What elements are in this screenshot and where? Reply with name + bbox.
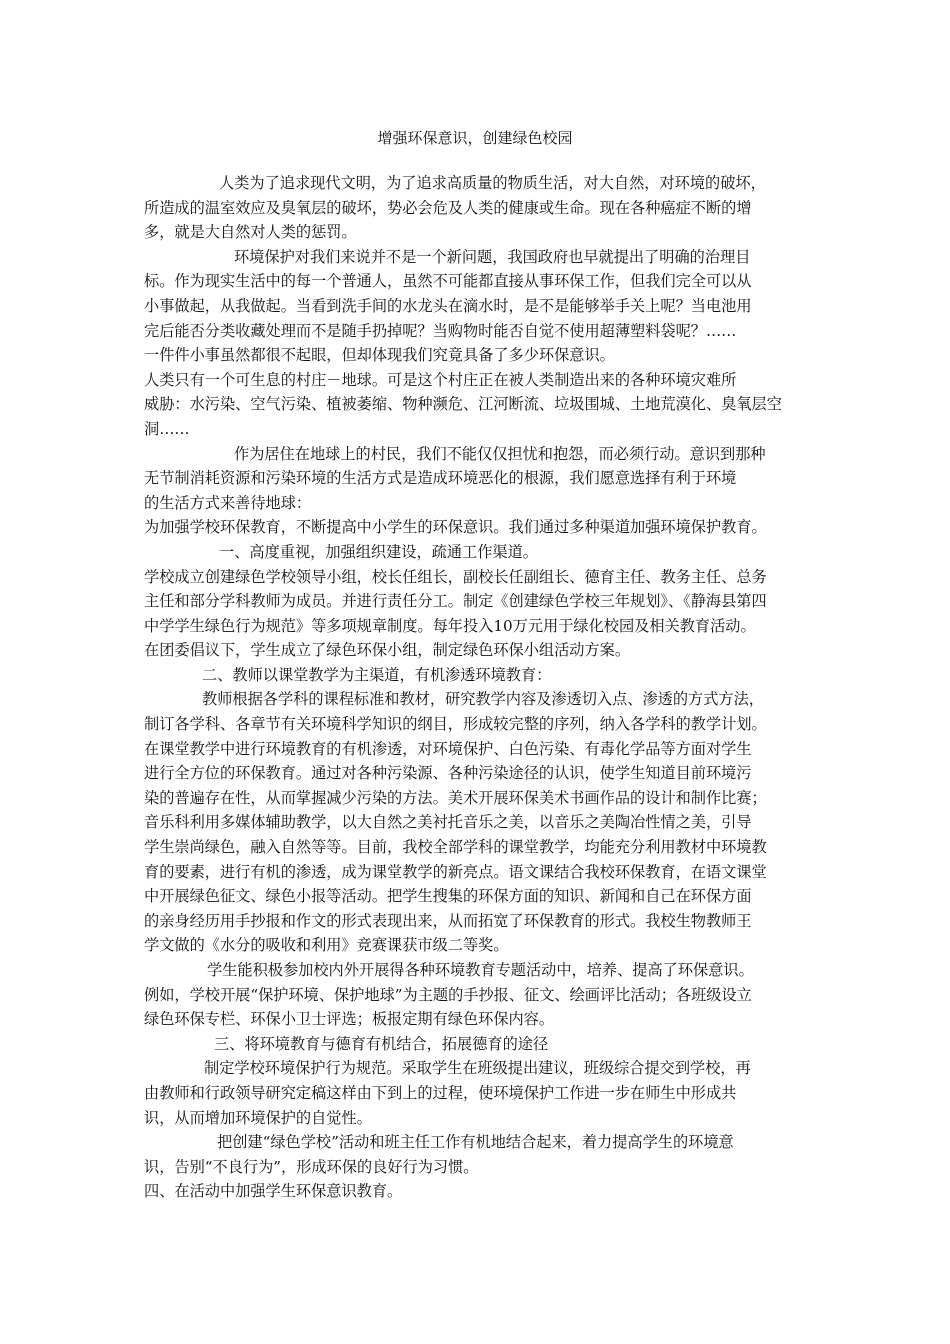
section-heading: 四、在活动中加强学生环保意识教育。 <box>144 1182 403 1201</box>
paragraph-line: 制定学校环境保护行为规范。采取学生在班级提出建议，班级综合提交到学校，再 <box>204 1059 751 1078</box>
paragraph-line: 识，告别“不良行为”，形成环保的良好行为习惯。 <box>144 1157 479 1176</box>
paragraph-line: 的亲身经历用手抄报和作文的形式表现出来，从而拓宽了环保教育的形式。我校生物教师王 <box>144 911 752 930</box>
paragraph-line: 例如，学校开展“保护环境、保护地球”为主题的手抄报、征文、绘画评比活动；各班级设立 <box>144 985 752 1004</box>
paragraph-line: 威胁：水污染、空气污染、植被萎缩、物种濒危、江河断流、垃圾围城、土地荒漠化、臭氧层空 <box>144 395 782 414</box>
paragraph-line: 多，就是大自然对人类的惩罚。 <box>144 223 357 242</box>
paragraph-line: 识，从而增加环境保护的自觉性。 <box>144 1108 372 1127</box>
paragraph-line: 学文做的《水分的吸收和利用》竞赛课获市级二等奖。 <box>144 936 509 955</box>
section-heading: 一、高度重视，加强组织建设，疏通工作渠道。 <box>219 542 538 561</box>
paragraph-line: 育的要素，进行有机的渗透，成为课堂教学的新亮点。语文课结合我校环保教育，在语文课堂 <box>144 862 767 881</box>
paragraph-line: 作为居住在地球上的村民，我们不能仅仅担忧和抱怨，而必须行动。意识到那种 <box>234 444 766 463</box>
paragraph-line: 人类为了追求现代文明，为了追求高质量的物质生活，对大自然，对环境的破坏， <box>219 174 766 192</box>
paragraph-line: 完后能否分类收藏处理而不是随手扔掉呢？当购物时能否自觉不使用超薄塑料袋呢？…… <box>144 321 737 340</box>
paragraph-line: 染的普遍存在性，从而掌握减少污染的方法。美术开展环保美术书画作品的设计和制作比赛； <box>144 788 767 807</box>
document-body <box>144 171 820 1204</box>
paragraph-line: 音乐科利用多媒体辅助教学，以大自然之美衬托音乐之美，以音乐之美陶冶性情之美，引导 <box>144 813 752 832</box>
paragraph-line: 小事做起，从我做起。当看到洗手间的水龙头在滴水时，是不是能够举手关上呢？当电池用 <box>144 296 752 315</box>
paragraph-line: 制订各学科、各章节有关环境科学知识的纲目，形成较完整的序列，纳入各学科的教学计划。 <box>144 715 767 734</box>
paragraph-line: 洞…… <box>144 419 190 438</box>
paragraph-line: 学校成立创建绿色学校领导小组，校长任组长，副校长任副组长、德育主任、教务主任、总务 <box>144 567 767 586</box>
paragraph-line: 标。作为现实生活中的每一个普通人，虽然不可能都直接从事环保工作，但我们完全可以从 <box>144 272 752 291</box>
paragraph-line: 在团委倡议下，学生成立了绿色环保小组，制定绿色环保小组活动方案。 <box>144 641 630 660</box>
document-title: 增强环保意识，创建绿色校园 <box>377 129 573 147</box>
section-heading: 二、教师以课堂教学为主渠道，有机渗透环境教育： <box>202 665 552 684</box>
paragraph-line: 所造成的温室效应及臭氧层的破坏，势必会危及人类的健康或生命。现在各种癌症不断的增 <box>144 198 752 217</box>
paragraph-line: 教师根据各学科的课程标准和教材，研究教学内容及渗透切入点、渗透的方式方法， <box>202 690 764 709</box>
paragraph-line: 中学学生绿色行为规范》等多项规章制度。每年投入10万元用于绿化校园及相关教育活动。 <box>144 616 756 635</box>
paragraph-line: 环境保护对我们来说并不是一个新问题，我国政府也早就提出了明确的治理目 <box>234 247 751 266</box>
paragraph-line: 人类只有一个可生息的村庄－地球。可是这个村庄正在被人类制造出来的各种环境灾难所 <box>144 370 737 389</box>
paragraph-line: 为加强学校环保教育，不断提高中小学生的环保意识。我们通过多种渠道加强环境保护教育。 <box>144 518 767 537</box>
paragraph-line: 由教师和行政领导研究定稿这样由下到上的过程，使环境保护工作进一步在师生中形成共 <box>144 1083 737 1102</box>
paragraph-line: 把创建“绿色学校”活动和班主任工作有机地结合起来，着力提高学生的环境意 <box>217 1133 734 1152</box>
paragraph-line: 进行全方位的环保教育。通过对各种污染源、各种污染途径的认识，使学生知道目前环境污 <box>144 764 752 783</box>
section-heading: 三、将环境教育与德育有机结合，拓展德育的途径 <box>214 1034 549 1053</box>
paragraph-line: 学生崇尚绿色，融入自然等等。目前，我校全部学科的课堂教学，均能充分利用教材中环境教 <box>144 838 767 857</box>
paragraph-line: 主任和部分学科教师为成员。并进行责任分工。制定《创建绿色学校三年规划》、《静海县第四 <box>144 592 767 611</box>
paragraph-line: 学生能积极参加校内外开展得各种环境教育专题活动中，培养、提高了环保意识。 <box>207 961 754 979</box>
paragraph-line: 中开展绿色征文、绿色小报等活动。把学生搜集的环保方面的知识、新闻和自己在环保方面 <box>144 887 752 906</box>
paragraph-line: 的生活方式来善待地球： <box>144 493 312 512</box>
paragraph-line: 绿色环保专栏、环保小卫士评选；板报定期有绿色环保内容。 <box>144 1010 555 1029</box>
paragraph-line: 无节制消耗资源和污染环境的生活方式是造成环境恶化的根源，我们愿意选择有利于环境 <box>144 469 737 488</box>
paragraph-line: 一件件小事虽然都很不起眼，但却体现我们究竟具备了多少环保意识。 <box>144 346 615 365</box>
paragraph-line: 在课堂教学中进行环境教育的有机渗透，对环境保护、白色污染、有毒化学品等方面对学生 <box>144 739 752 758</box>
